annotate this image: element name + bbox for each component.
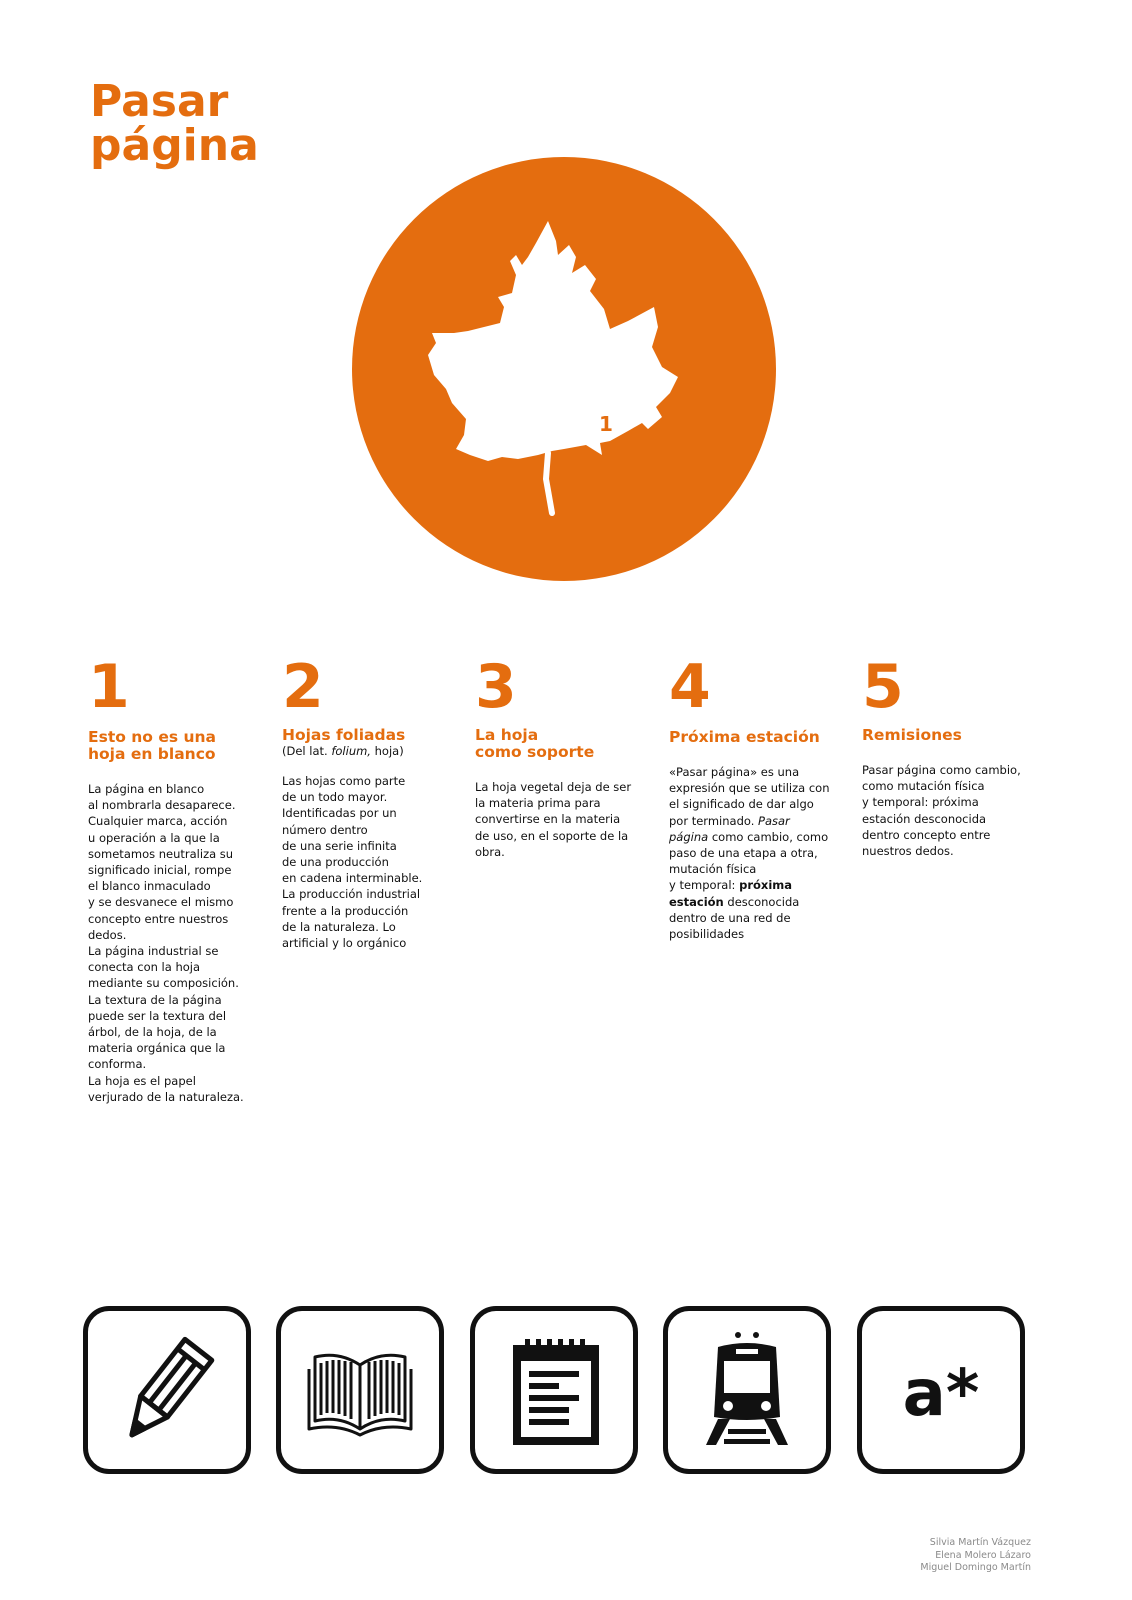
a-asterisk-icon-box [857,1306,1025,1474]
notepad-icon-box [470,1306,638,1474]
open-book-icon [281,1311,439,1469]
section-body: «Pasar página» es una expresión que se utiliza con el significado de dar algo por terminado. Pasar página como cambio, como paso de una etapa a otra, mutación física y temporal: próxima estación desconocida dentro de una red de posibilidades [669,765,830,942]
a-asterisk-icon [862,1311,1020,1469]
section-number: 2 [282,652,324,722]
section-heading: Remisiones [862,726,962,744]
section-heading: Próxima estación [669,728,820,746]
a-asterisk-text: a* [902,1357,980,1431]
section-body: La página en blanco al nombrarla desaparece. Cualquier marca, acción u operación a la que la sometamos neutraliza su significado inicial, rompe el blanco inmaculado y se desvanece el mismo concepto entre nuestros dedos. La página industrial se conecta con la hoja mediante su composición. La textura de la página puede ser la textura del árbol, de la hoja, de la materia orgánica que la conforma. La hoja es el papel verjurado de la naturaleza. [88,782,244,1104]
section-5 [862,652,1032,859]
page-title [90,76,259,171]
section-1 [88,652,258,1105]
title-line-1: Pasar [90,76,229,127]
section-heading: Hojas foliadas [282,726,406,744]
leaf-number: 1 [599,412,613,436]
section-body: Pasar página como cambio, como mutación física y temporal: próxima estación desconocida dentro concepto entre nuestros dedos. [862,763,1021,859]
section-number: 1 [88,652,130,722]
train-icon [668,1311,826,1469]
credit-name: Silvia Martín Vázquez [929,1537,1031,1548]
credits [920,1537,1031,1575]
section-subtitle: (Del lat. folium, hoja) [282,744,404,758]
section-number: 4 [669,652,711,722]
section-heading: Esto no es una hoja en blanco [88,728,217,763]
credit-name: Miguel Domingo Martín [920,1562,1031,1573]
train-icon-box [663,1306,831,1474]
credit-name: Elena Molero Lázaro [935,1549,1031,1561]
section-4 [669,652,839,942]
pencil-icon-box [83,1306,251,1474]
section-heading: La hoja como soporte [475,726,595,761]
open-book-icon-box [276,1306,444,1474]
section-body: La hoja vegetal deja de ser la materia prima para convertirse en la materia de uso, en el soporte de la obra. [475,780,632,859]
title-line-2: página [90,120,259,171]
pencil-icon [88,1311,246,1469]
notepad-icon [475,1311,633,1469]
section-number: 3 [475,652,517,722]
section-number: 5 [862,652,904,722]
section-2 [282,652,452,951]
section-body: Las hojas como parte de un todo mayor. Identificadas por un número dentro de una serie infinita de una producción en cadena interminable. La producción industrial frente a la producción de la naturaleza. Lo artificial y lo orgánico [282,774,423,951]
section-3 [475,652,645,860]
hero-leaf-circle [352,157,776,581]
